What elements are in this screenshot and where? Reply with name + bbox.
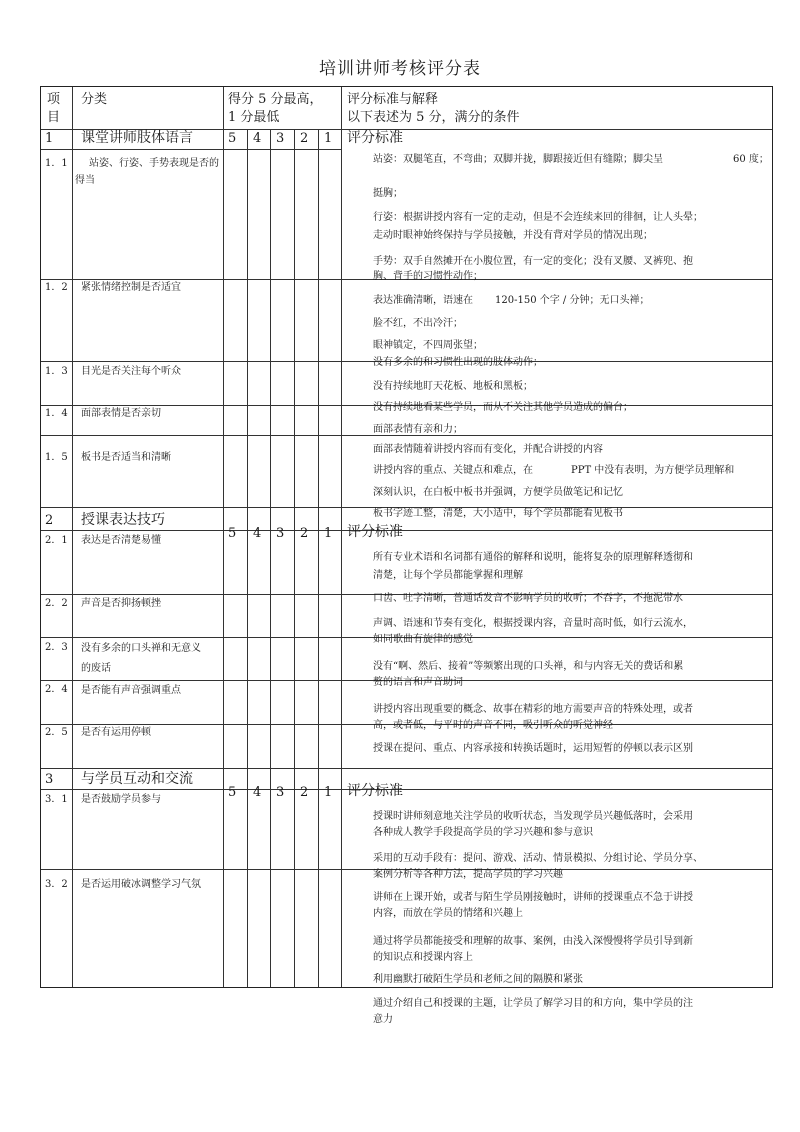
criteria-line: 走动时眼神始终保持与学员接触，并没有背对学员的情况出现； <box>373 230 653 241</box>
item-text: 目光是否关注每个听众 <box>81 366 181 377</box>
criteria-line: 赘的语言和声音助词 <box>373 677 463 688</box>
header-category: 分类 <box>81 92 108 107</box>
section-standard-label: 评分标准 <box>347 783 403 799</box>
item-text: 声音是否抑扬顿挫 <box>81 598 161 609</box>
criteria-line: 口齿、吐字清晰，普通话发音不影响学员的收听；不吞字，不拖泥带水 <box>373 593 683 604</box>
criteria-line: PPT 中没有表明，为方便学员理解和 <box>571 465 735 476</box>
criteria-line: 授课在提问、重点、内容承接和转换话题时，运用短暂的停顿以表示区别 <box>373 743 693 754</box>
criteria-line: 没有多余的和习惯性出现的肢体动作； <box>373 357 543 368</box>
criteria-line: 利用幽默打破陌生学员和老师之间的隔膜和紧张 <box>373 974 583 985</box>
header-standard: 评分标准与解释 <box>347 92 439 107</box>
item-text: 是否有运用停顿 <box>81 727 151 738</box>
col-divider <box>341 87 342 987</box>
item-number: 2．1 <box>45 535 68 546</box>
col-divider <box>223 87 224 987</box>
criteria-line: 清楚，让每个学员都能掌握和理解 <box>373 570 523 581</box>
section-name: 授课表达技巧 <box>81 512 165 528</box>
section-number: 3 <box>45 772 54 787</box>
section-number: 1 <box>45 131 54 146</box>
item-number: 2．5 <box>45 727 68 738</box>
criteria-line: 如同歌曲有旋律的感觉 <box>373 634 473 645</box>
score-option[interactable]: 4 <box>253 131 262 146</box>
evaluation-table <box>40 86 773 1025</box>
item-number: 2．4 <box>45 684 68 695</box>
criteria-line: 站姿：双腿笔直，不弯曲；双脚并拢，脚跟接近但有缝隙；脚尖呈 <box>373 154 663 165</box>
header-score: 1 分最低 <box>228 110 280 125</box>
section-standard-label: 评分标准 <box>347 130 403 146</box>
criteria-line: 内容，而放在学员的情绪和兴趣上 <box>373 908 523 919</box>
item-number: 2．2 <box>45 598 68 609</box>
section-name: 课堂讲师肢体语言 <box>81 130 193 146</box>
section-name: 与学员互动和交流 <box>81 771 193 787</box>
score-option[interactable]: 1 <box>324 785 333 800</box>
criteria-line: 没有“啊、然后、接着”等频繁出现的口头禅，和与内容无关的费话和累 <box>373 661 684 672</box>
criteria-line: 的知识点和授课内容上 <box>373 952 473 963</box>
criteria-line: 讲授内容出现重要的概念、故事在精彩的地方需要声音的特殊处理，或者 <box>373 704 693 715</box>
item-number: 1．2 <box>45 282 68 293</box>
score-option[interactable]: 4 <box>253 526 262 541</box>
section-number: 2 <box>45 513 54 528</box>
criteria-line: 通过介绍自己和授课的主题，让学员了解学习目的和方向，集中学员的注 <box>373 998 693 1009</box>
criteria-line: 意力 <box>373 1014 393 1025</box>
score-divider <box>318 129 319 987</box>
row-divider <box>41 149 341 150</box>
criteria-line: 面部表情有亲和力； <box>373 424 463 435</box>
criteria-line: 手势：双手自然摊开在小腹位置，有一定的变化；没有叉腰、叉裤兜、抱 <box>373 256 693 267</box>
item-number: 2．3 <box>45 642 68 653</box>
item-text: 没有多余的口头禅和无意义的废话 <box>81 643 201 674</box>
item-text: 是否鼓励学员参与 <box>81 794 161 805</box>
criteria-line: 声调、语速和节奏有变化，根据授课内容，音量时高时低，如行云流水， <box>373 618 693 629</box>
criteria-line: 行姿：根据讲授内容有一定的走动，但是不会连续来回的徘徊，让人头晕； <box>373 212 703 223</box>
row-divider <box>41 435 772 436</box>
row-divider <box>41 530 772 531</box>
score-option[interactable]: 2 <box>300 785 309 800</box>
item-number: 3．2 <box>45 879 68 890</box>
item-text: 是否运用破冰调整学习气氛 <box>81 879 201 890</box>
score-option[interactable]: 1 <box>324 526 333 541</box>
item-text: 站姿、行姿、手势表现是否的得当 <box>75 158 219 186</box>
criteria-line: 120-150 个字 / 分钟；无口头禅； <box>495 295 650 306</box>
page-title: 培训讲师考核评分表 <box>319 59 481 79</box>
row-divider <box>41 789 772 790</box>
score-option[interactable]: 5 <box>228 526 237 541</box>
item-number: 1．5 <box>45 452 68 463</box>
criteria-line: 60 度； <box>733 154 769 165</box>
criteria-line: 高，或者低，与平时的声音不同，吸引听众的听觉神经 <box>373 720 613 731</box>
score-divider <box>247 129 248 987</box>
header-score: 得分 5 分最高， <box>228 92 323 107</box>
criteria-line: 挺胸； <box>373 188 403 199</box>
section-standard-label: 评分标准 <box>347 524 403 540</box>
header-item: 项 <box>47 92 61 107</box>
item-number: 1．3 <box>45 366 68 377</box>
criteria-line: 深刻认识，在白板中板书并强调，方便学员做笔记和记忆 <box>373 487 623 498</box>
score-option[interactable]: 5 <box>228 785 237 800</box>
criteria-line: 案例分析等各种方法，提高学员的学习兴趣 <box>373 869 563 880</box>
header-standard: 以下表述为 5 分，满分的条件 <box>347 110 520 125</box>
criteria-line: 表达准确清晰，语速在 <box>373 295 473 306</box>
criteria-line: 胸、背手的习惯性动作； <box>373 271 483 282</box>
criteria-line: 板书字迹工整，清楚，大小适中，每个学员都能看见板书 <box>373 508 623 519</box>
score-option[interactable]: 5 <box>228 131 237 146</box>
col-divider <box>72 87 73 987</box>
criteria-line: 眼神镇定，不四周张望； <box>373 340 483 351</box>
header-item: 目 <box>47 110 61 125</box>
criteria-line: 讲授内容的重点、关键点和难点，在 <box>373 465 533 476</box>
criteria-line: 授课时讲师刻意地关注学员的收听状态，当发现学员兴趣低落时，会采用 <box>373 811 693 822</box>
item-number: 3．1 <box>45 794 68 805</box>
score-divider <box>294 129 295 987</box>
score-option[interactable]: 2 <box>300 131 309 146</box>
item-text: 表达是否清楚易懂 <box>81 535 161 546</box>
score-option[interactable]: 1 <box>324 131 333 146</box>
score-option[interactable]: 3 <box>276 131 285 146</box>
score-option[interactable]: 3 <box>276 785 285 800</box>
criteria-line: 面部表情随着讲授内容而有变化，并配合讲授的内容 <box>373 444 603 455</box>
item-number: 1．1 <box>45 158 68 169</box>
criteria-line: 讲师在上课开始，或者与陌生学员刚接触时，讲师的授课重点不急于讲授 <box>373 892 693 903</box>
item-text: 面部表情是否亲切 <box>81 408 161 419</box>
score-option[interactable]: 4 <box>253 785 262 800</box>
criteria-line: 通过将学员都能接受和理解的故事、案例，由浅入深慢慢将学员引导到新 <box>373 936 693 947</box>
criteria-line: 脸不红，不出冷汗； <box>373 318 463 329</box>
criteria-line: 采用的互动手段有：提问、游戏、活动、情景模拟、分组讨论、学员分享、 <box>373 853 703 864</box>
row-divider <box>41 768 772 769</box>
criteria-line: 所有专业术语和名词都有通俗的解释和说明，能将复杂的原理解释透彻和 <box>373 552 693 563</box>
criteria-line: 没有持续地盯天花板、地板和黑板； <box>373 381 533 392</box>
item-text: 紧张情绪控制是否适宜 <box>81 282 181 293</box>
score-option[interactable]: 2 <box>300 526 309 541</box>
item-text: 是否能有声音强调重点 <box>81 685 181 696</box>
score-divider <box>270 129 271 987</box>
criteria-line: 各种成人教学手段提高学员的学习兴趣和参与意识 <box>373 827 593 838</box>
item-number: 1．4 <box>45 408 68 419</box>
score-option[interactable]: 3 <box>276 526 285 541</box>
item-text: 板书是否适当和清晰 <box>81 452 171 463</box>
criteria-line: 没有持续地看某些学员，而从不关注其他学员造成的偏台； <box>373 402 633 413</box>
